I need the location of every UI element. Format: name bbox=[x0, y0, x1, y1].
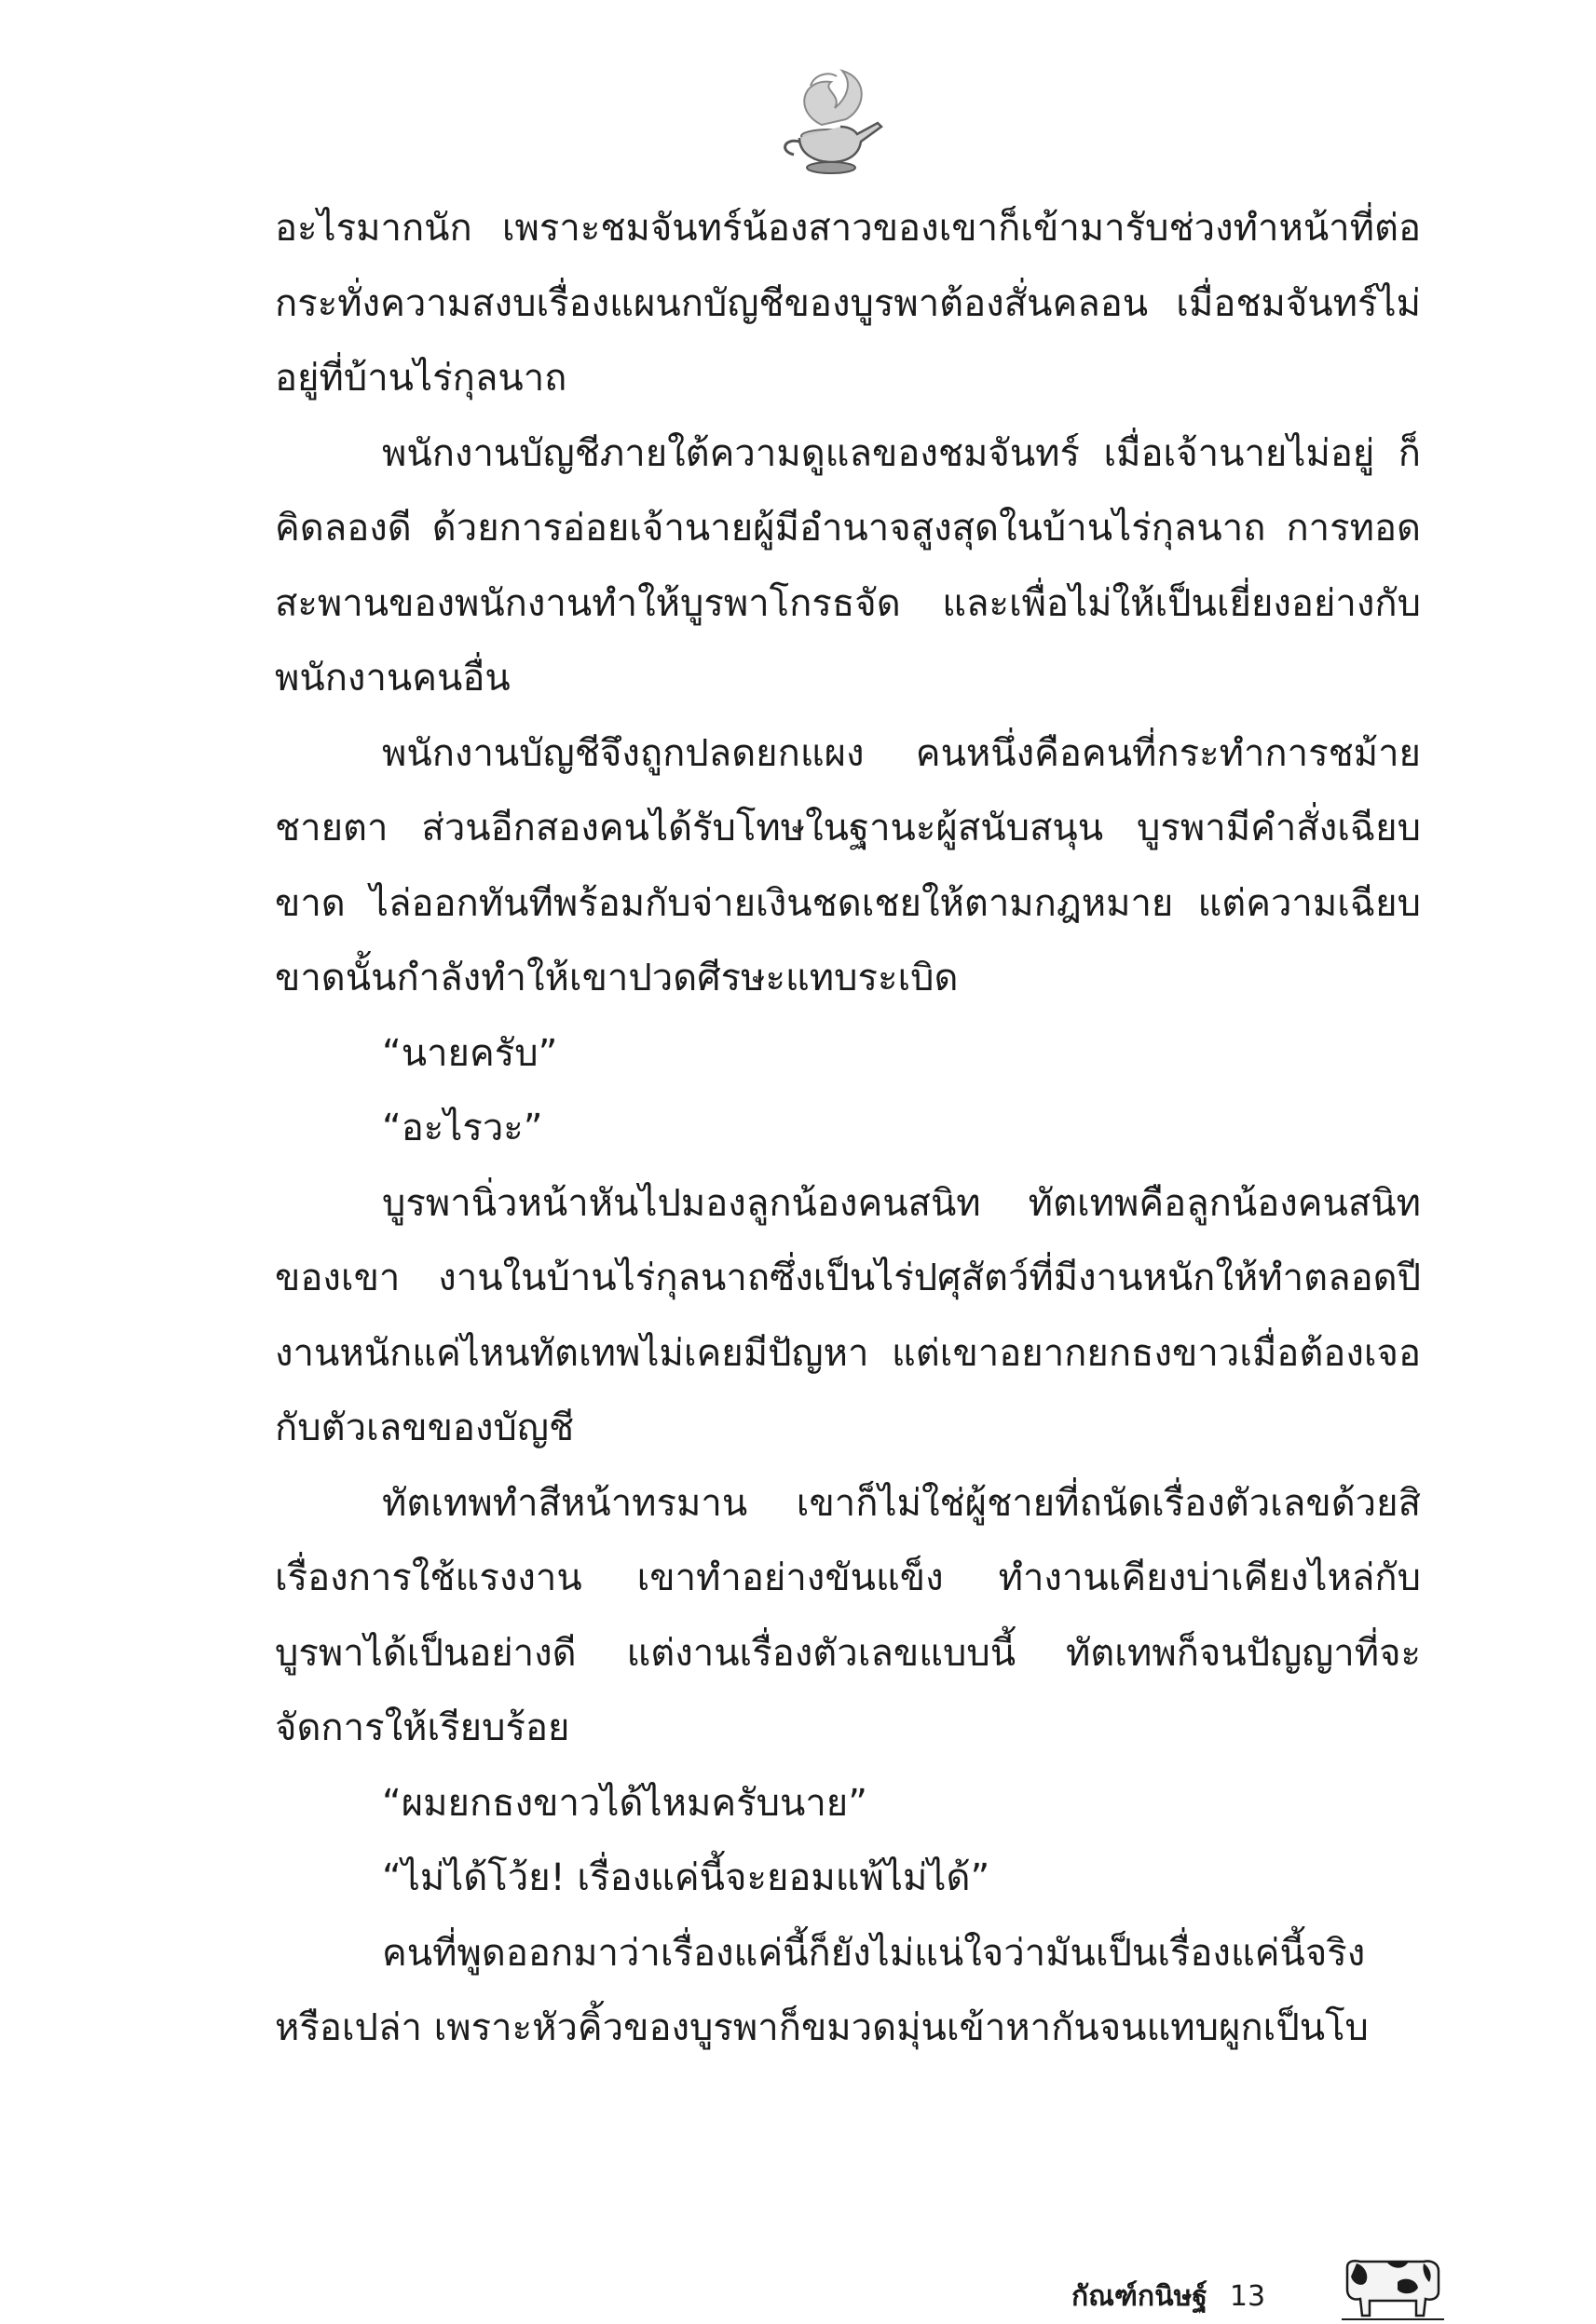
paragraph: บูรพานิ่วหน้าหันไปมองลูกน้องคนสนิท ทัตเทพคือลูกน้องคนสนิทของเขา งานในบ้านไร่กุลนาถซึ่งเป็นไร่ปศุสัตว์ที่มีงานหนักให้ทำตลอดปี งานหนักแค่ไหนทัตเทพไม่เคยมีปัญหา แต่เขาอยากยกธงขาวเมื่อต้องเจอกับตัวเลขของบัญชี bbox=[275, 1181, 1421, 1449]
paragraph: คนที่พูดออกมาว่าเรื่องแค่นี้ก็ยังไม่แน่ใจว่ามันเป็นเรื่องแค่นี้จริงหรือเปล่า เพราะหัวคิ้วของบูรพาก็ขมวดมุ่นเข้าหากันจนแทบผูกเป็นโบ bbox=[275, 1931, 1369, 2049]
genie-lamp-icon bbox=[757, 58, 896, 179]
paragraph: พนักงานบัญชีจึงถูกปลดยกแผง คนหนึ่งคือคนที่กระทำการชม้ายชายตา ส่วนอีกสองคนได้รับโทษในฐานะผู้สนับสนุน บูรพามีคำสั่งเฉียบขาด ไล่ออกทันทีพร้อมกับจ่ายเงินชดเชยให้ตามกฎหมาย แต่ความเฉียบขาดนั้นกำลังทำให้เขาปวดศีรษะแทบระเบิด bbox=[275, 731, 1421, 999]
body-text bbox=[275, 191, 1421, 2066]
cow-icon bbox=[1342, 2254, 1444, 2324]
dialogue-line: “ผมยกธงขาวได้ไหมครับนาย” bbox=[382, 1781, 867, 1825]
page-number: 13 bbox=[1229, 2279, 1266, 2313]
paragraph: ทัตเทพทำสีหน้าทรมาน เขาก็ไม่ใช่ผู้ชายที่ถนัดเรื่องตัวเลขด้วยสิ เรื่องการใช้แรงงาน เขาทำอย่างขันแข็ง ทำงานเคียงบ่าเคียงไหล่กับบูรพาได้เป็นอย่างดี แต่งานเรื่องตัวเลขแบบนี้ ทัตเทพก็จนปัญญาที่จะจัดการให้เรียบร้อย bbox=[275, 1481, 1421, 1749]
dialogue-line: “อะไรวะ” bbox=[382, 1107, 543, 1149]
dialogue-line: “ไม่ได้โว้ย! เรื่องแค่นี้จะยอมแพ้ไม่ได้” bbox=[382, 1856, 990, 1899]
author-name: กัณฑ์กนิษฐ์ bbox=[1071, 2279, 1207, 2313]
page-footer bbox=[1071, 2268, 1265, 2324]
dialogue-line: “นายครับ” bbox=[382, 1031, 558, 1075]
paragraph: พนักงานบัญชีภายใต้ความดูแลของชมจันทร์ เมื่อเจ้านายไม่อยู่ ก็คิดลองดี ด้วยการอ่อยเจ้านายผู้มีอำนาจสูงสุดในบ้านไร่กุลนาถ การทอดสะพานของพนักงานทำให้บูรพาโกรธจัด และเพื่อไม่ให้เป็นเยี่ยงอย่างกับพนักงานคนอื่น bbox=[275, 431, 1421, 700]
paragraph: อะไรมากนัก เพราะชมจันทร์น้องสาวของเขาก็เข้ามารับช่วงทำหน้าที่ต่อ กระทั่งความสงบเรื่องแผนกบัญชีของบูรพาต้องสั่นคลอน เมื่อชมจันทร์ไม่อยู่ที่บ้านไร่กุลนาถ bbox=[275, 207, 1421, 400]
